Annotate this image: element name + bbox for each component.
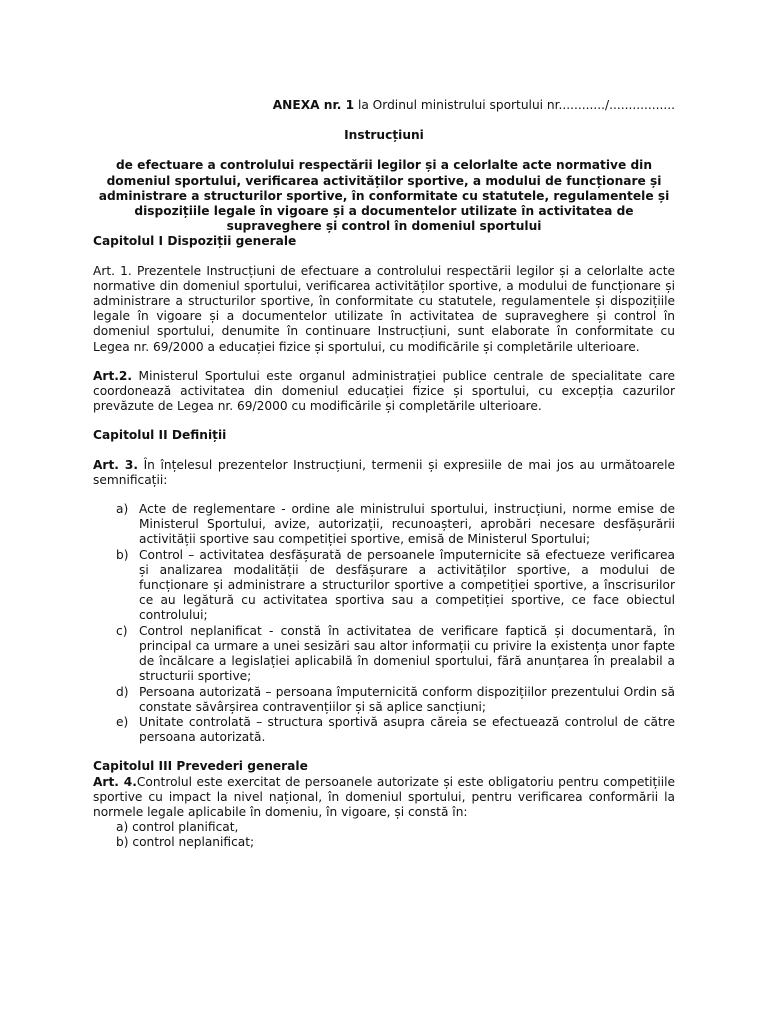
article-4-label: Art. 4. [93,774,137,789]
definition-text: Control – activitatea desfășurată de persoanele împuternicite să efectueze verificarea și analizarea modalității de desfășurare a activităților sportive, a modului de funcționare și administrare a structurilor sportive a competiției sportive, a înscrisurilor ce au legătură cu activitatea sportiva sau a competiției sportive, ce face obiectul controlului; [139,547,675,623]
definition-item [116,502,675,548]
article-3-label: Art. 3. [93,457,138,472]
document-subtitle: de efectuare a controlului respectării legilor și a celorlalte acte normative din domeniul sportului, verificarea activităților sportive, a modului de funcționare și administrare a structurilor sportive, în conformitate cu statutele, regulamentele și dispozițiile legale în vigoare și a documentelor utilizate în activitatea de supraveghere și control în domeniul sportului [98,158,670,234]
definition-item [116,715,675,745]
definitions-list [93,502,675,745]
article-3-text: În înțelesul prezentelor Instrucțiuni, termenii și expresiile de mai jos au următoarele semnificații: [93,457,675,487]
article-2-text: Ministerul Sportului este organul administrației publice centrale de specialitate care coordonează activitatea din domeniul educației fizice și sportului, cu excepția cazurilor prevăzute de Legea nr. 69/2000 cu modificările și completările ulterioare. [93,368,675,414]
definition-marker: a) [116,502,129,517]
chapter-1-heading: Capitolul I Dispoziții generale [93,234,297,249]
definition-marker: d) [116,684,129,699]
document-page [93,98,675,851]
definition-marker: c) [116,623,128,638]
annex-number: ANEXA nr. 1 [272,98,355,112]
control-type-item: b) control neplanificat; [116,835,255,850]
article-2-label: Art.2. [93,368,133,383]
article-4 [93,775,675,821]
definition-text: Control neplanificat - constă în activitatea de verificare faptică și documentară, în principal ca urmare a unei sesizări sau altor informații cu privire la existența unor fapte de încălcare a legislației aplicabilă în domeniul sportului, fără anunțarea în prealabil a structurii sportive; [139,623,675,684]
chapter-3-heading: Capitolul III Prevederi generale [93,759,308,774]
article-1: Art. 1. Prezentele Instrucțiuni de efectuare a controlului respectării legilor și a celorlalte acte normative din domeniul sportului, verificarea activităților sportive, a modului de funcționare și administrare a structurilor sportive, în conformitate cu statutele, regulamentele și dispozițiile legale în vigoare și a documentelor utilizate în activitatea de supraveghere și control în domeniul sportului, denumite în continuare Instrucțiuni, sunt elaborate în conformitate cu Legea nr. 69/2000 a educației fizice și sportului, cu modificările și completările ulterioare. [93,263,675,354]
definition-text: Acte de reglementare - ordine ale ministrului sportului, instrucțiuni, norme emise de Ministerul Sportului, avize, autorizații, recunoașteri, aprobări necesare desfășurării activității sportive sau competiției sportive, emisă de Ministerul Sportului; [139,502,675,547]
definition-item [116,685,675,715]
article-2 [93,369,675,415]
definition-text: Unitate controlată – structura sportivă asupra căreia se efectuează controlul de către persoana autorizată. [139,714,675,745]
definition-item [116,624,675,685]
chapter-2-heading: Capitolul II Definiții [93,428,227,443]
document-title: Instrucțiuni [344,128,424,143]
definition-text: Persoana autorizată – persoana împuternicită conform dispozițiilor prezentului Ordin să constate săvârșirea contravențiilor și să aplice sancțiuni; [139,684,675,714]
annex-order-reference: la Ordinul ministrului sportului nr............/................. [354,98,675,112]
control-type-item: a) control planificat, [116,820,239,835]
article-4-text: Controlul este exercitat de persoanele autorizate și este obligatoriu pentru competițiile sportive cu impact la nivel național, în domeniul sportului, pentru verificarea conformării la normele legale aplicabile în domeniu, în vigoare, și constă în: [93,774,675,819]
definition-marker: b) [116,547,129,562]
annex-header [93,98,675,113]
article-3 [93,458,675,488]
definition-item [116,548,675,624]
definition-marker: e) [116,714,129,729]
